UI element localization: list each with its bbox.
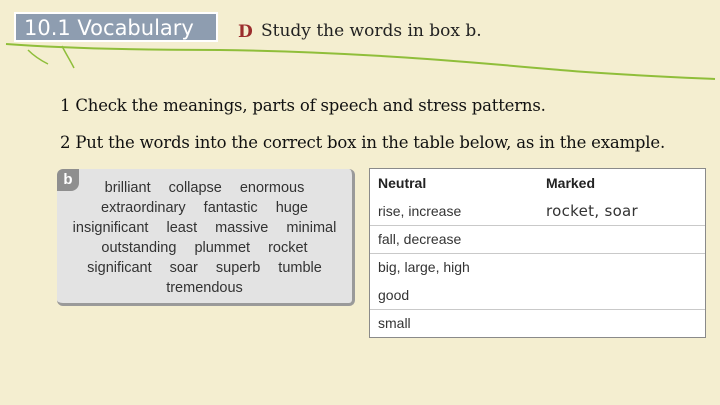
word-row xyxy=(57,218,352,238)
word-item: massive xyxy=(215,220,269,236)
word-item: plummet xyxy=(194,240,251,256)
vocabulary-table xyxy=(369,168,706,338)
word-item: outstanding xyxy=(101,240,177,256)
word-row xyxy=(57,238,352,258)
instruction-2: 2 Put the words into the correct box in the table below, as in the example. xyxy=(60,133,665,152)
word-item: enormous xyxy=(239,180,305,196)
word-list xyxy=(57,178,352,298)
word-row xyxy=(57,198,352,218)
table-row xyxy=(370,197,705,225)
neutral-cell: big, large, high xyxy=(370,253,538,281)
word-item: huge xyxy=(275,200,308,216)
header-marked: Marked xyxy=(546,175,596,191)
word-item: insignificant xyxy=(72,220,149,236)
word-box xyxy=(57,169,355,306)
word-item: tremendous xyxy=(166,280,243,296)
header-neutral: Neutral xyxy=(378,175,427,191)
table-row xyxy=(370,225,705,253)
word-row xyxy=(57,278,352,298)
word-item: rocket xyxy=(268,240,308,256)
neutral-cell: good xyxy=(378,286,410,303)
word-item: fantastic xyxy=(203,200,258,216)
word-item: significant xyxy=(87,260,152,276)
marked-cell: rocket, soar xyxy=(546,201,639,220)
table-row xyxy=(370,253,705,281)
marked-cell[interactable] xyxy=(538,309,705,337)
word-item: superb xyxy=(215,260,261,276)
neutral-cell: rise, increase xyxy=(378,202,462,219)
section-title: 10.1 Vocabulary xyxy=(14,12,218,42)
table-row xyxy=(370,281,705,309)
neutral-cell: small xyxy=(370,309,538,337)
marked-cell[interactable] xyxy=(538,225,705,253)
word-item: tumble xyxy=(278,260,322,276)
word-row xyxy=(57,258,352,278)
word-item: least xyxy=(166,220,198,236)
instruction-1: 1 Check the meanings, parts of speech and stress patterns. xyxy=(60,96,546,115)
word-item: soar xyxy=(169,260,198,276)
word-row xyxy=(57,178,352,198)
marked-cell[interactable] xyxy=(538,281,705,309)
word-item: collapse xyxy=(168,180,222,196)
table-header-row xyxy=(370,169,705,197)
word-box-label: b xyxy=(57,169,79,191)
exercise-heading: Study the words in box b. xyxy=(261,21,482,41)
exercise-letter: D xyxy=(238,22,253,42)
word-item: brilliant xyxy=(104,180,151,196)
table-row xyxy=(370,309,705,337)
neutral-cell: fall, decrease xyxy=(370,225,538,253)
marked-cell[interactable] xyxy=(538,253,705,281)
word-item: minimal xyxy=(286,220,337,236)
word-item: extraordinary xyxy=(101,200,186,216)
